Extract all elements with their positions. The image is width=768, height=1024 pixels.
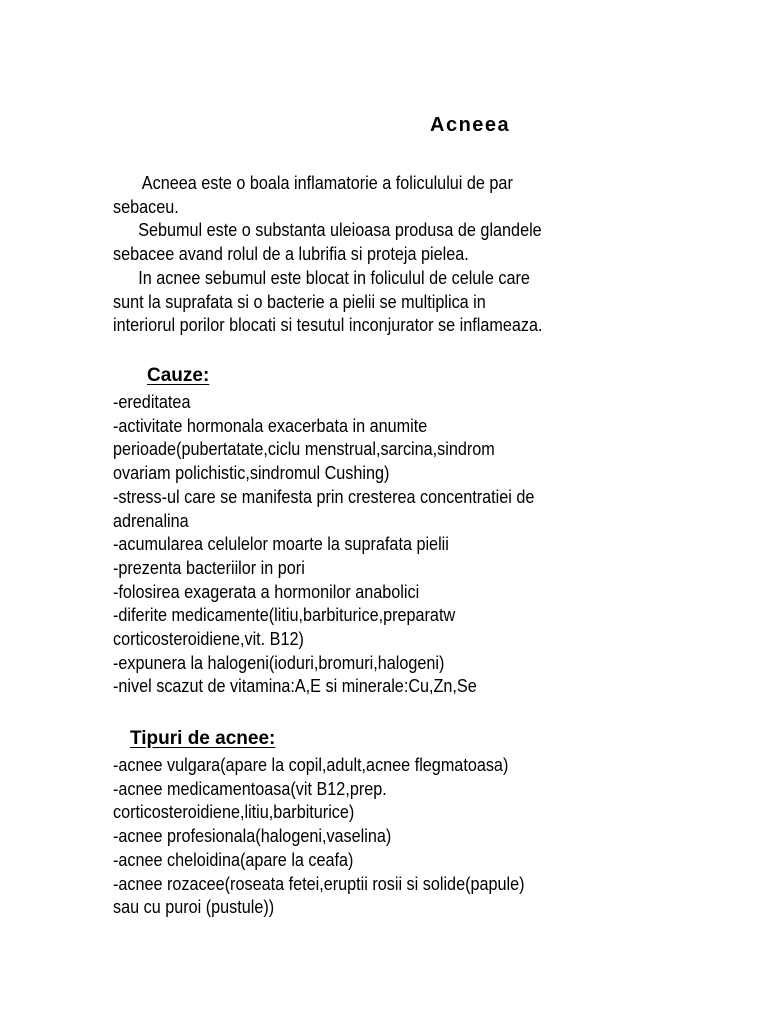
list-item: corticosteroidiene,litiu,barbiturice) bbox=[113, 802, 355, 823]
list-item: -acumularea celulelor moarte la suprafata pielii bbox=[113, 534, 449, 555]
intro-line: interiorul porilor blocati si tesutul inconjurator se inflameaza. bbox=[113, 315, 543, 336]
intro-line: Acneea este o boala inflamatorie a foliculului de par bbox=[141, 173, 513, 193]
types-list bbox=[113, 754, 617, 920]
list-item: -acnee medicamentoasa(vit B12,prep. bbox=[113, 778, 387, 799]
intro-line: sunt la suprafata si o bacterie a pielii se multiplica in bbox=[113, 291, 486, 312]
list-item: -nivel scazut de vitamina:A,E si minerale:Cu,Zn,Se bbox=[113, 676, 477, 697]
intro-line: sebacee avand rolul de a lubrifia si proteja pielea. bbox=[113, 244, 469, 265]
list-item: -diferite medicamente(litiu,barbiturice,preparatw bbox=[113, 605, 456, 626]
list-item: -acnee cheloidina(apare la ceafa) bbox=[113, 849, 354, 870]
list-item: adrenalina bbox=[113, 510, 189, 531]
list-item: -stress-ul care se manifesta prin cresterea concentratiei de bbox=[113, 486, 535, 507]
intro-line: Sebumul este o substanta uleioasa produsa de glandele bbox=[138, 220, 542, 241]
intro-section bbox=[113, 172, 653, 338]
list-item: -activitate hormonala exacerbata in anumite bbox=[113, 415, 428, 436]
list-item: -acnee rozacee(roseata fetei,eruptii rosii si solide(papule) bbox=[113, 873, 525, 894]
list-item: corticosteroidiene,vit. B12) bbox=[113, 629, 304, 650]
causes-heading: Cauze: bbox=[147, 365, 210, 386]
list-item: -acnee profesionala(halogeni,vaselina) bbox=[113, 826, 392, 847]
list-item: -prezenta bacteriilor in pori bbox=[113, 557, 305, 578]
page-title: Acneea bbox=[430, 114, 511, 136]
list-item: -folosirea exagerata a hormonilor anabolici bbox=[113, 581, 420, 602]
list-item: -ereditatea bbox=[113, 392, 191, 412]
list-item: sau cu puroi (pustule)) bbox=[113, 897, 275, 918]
types-heading: Tipuri de acnee: bbox=[130, 728, 276, 749]
list-item: -expunera la halogeni(ioduri,bromuri,halogeni) bbox=[113, 652, 445, 673]
intro-line: In acnee sebumul este blocat in foliculul de celule care bbox=[138, 267, 530, 288]
causes-list bbox=[113, 391, 617, 699]
list-item: ovariam polichistic,sindromul Cushing) bbox=[113, 463, 390, 484]
list-item: -acnee vulgara(apare la copil,adult,acnee flegmatoasa) bbox=[113, 755, 509, 775]
intro-line: sebaceu. bbox=[113, 196, 179, 217]
list-item: perioade(pubertatate,ciclu menstrual,sarcina,sindrom bbox=[113, 439, 495, 460]
